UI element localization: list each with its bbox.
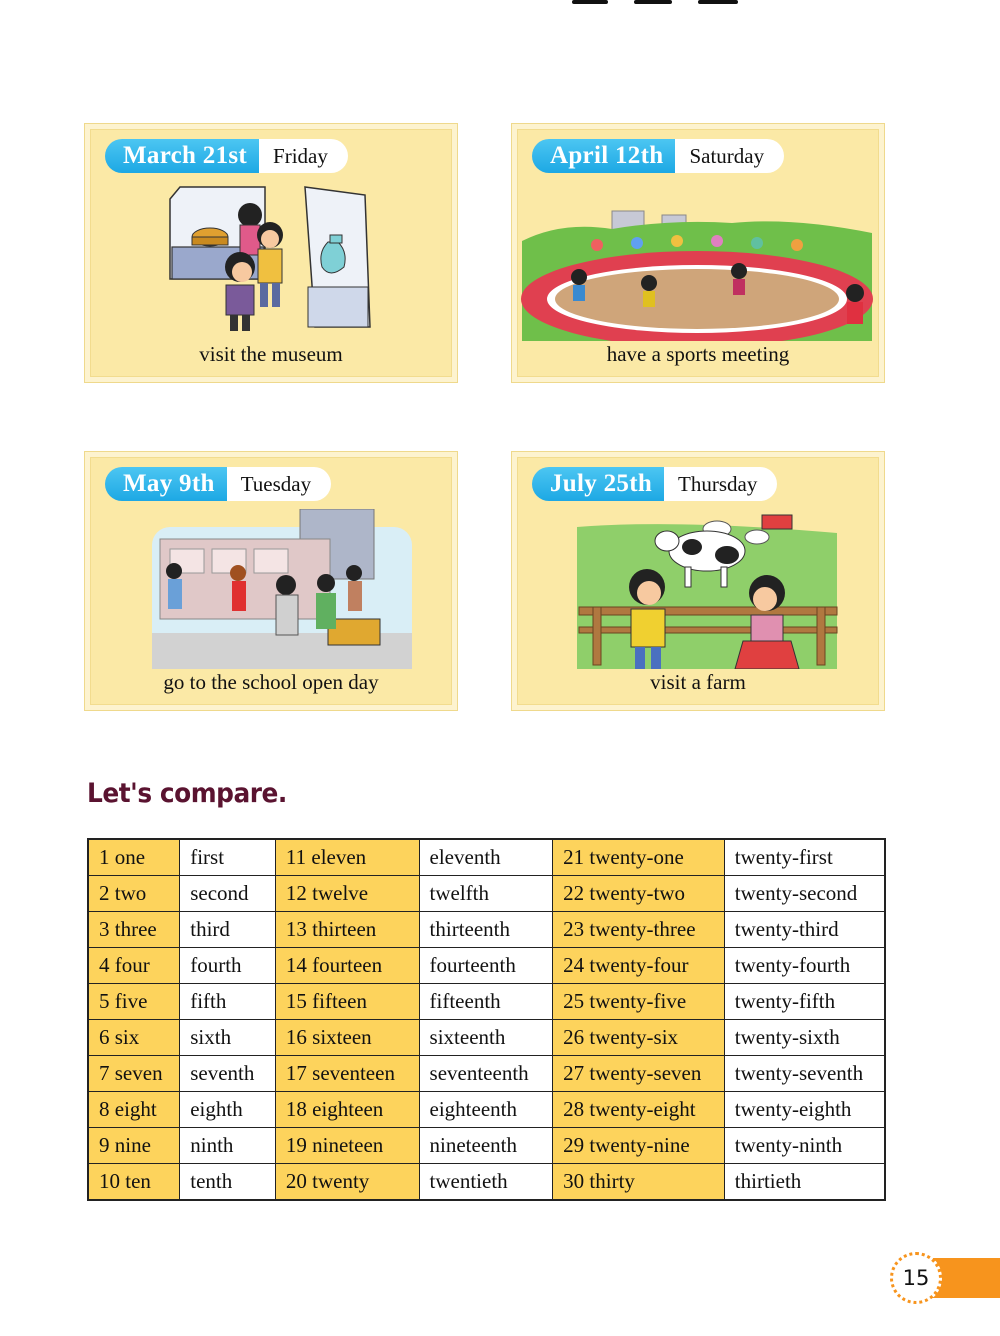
farm-illustration (517, 509, 879, 669)
day-label: Saturday (675, 139, 784, 173)
top-edge-marks (572, 0, 752, 5)
table-row (88, 984, 885, 1020)
table-row (88, 839, 885, 876)
cardinal-cell: 14 fourteen (275, 948, 419, 984)
table-row (88, 948, 885, 984)
cardinal-cell: 27 twenty-seven (553, 1056, 725, 1092)
page-number: 15 (890, 1252, 942, 1304)
ordinal-cell: seventh (180, 1056, 276, 1092)
school-open-day-illustration (90, 509, 452, 669)
table-row (88, 1092, 885, 1128)
date-pill (105, 467, 331, 501)
ordinal-cell: sixteenth (419, 1020, 553, 1056)
ordinal-cell: fourteenth (419, 948, 553, 984)
date-label: July 25th (532, 467, 664, 501)
day-label: Friday (259, 139, 348, 173)
ordinal-cell: thirteenth (419, 912, 553, 948)
section-heading: Let's compare. (87, 778, 287, 809)
cardinal-cell: 8 eight (88, 1092, 180, 1128)
day-label: Tuesday (227, 467, 331, 501)
cardinal-cell: 23 twenty-three (553, 912, 725, 948)
date-pill (105, 139, 348, 173)
table-row (88, 912, 885, 948)
cardinal-cell: 11 eleven (275, 839, 419, 876)
cardinal-cell: 16 sixteen (275, 1020, 419, 1056)
ordinal-cell: twenty-fifth (724, 984, 885, 1020)
cardinal-cell: 28 twenty-eight (553, 1092, 725, 1128)
ordinal-cell: first (180, 839, 276, 876)
cardinal-cell: 20 twenty (275, 1164, 419, 1201)
ordinal-cell: twelfth (419, 876, 553, 912)
ordinal-cell: seventeenth (419, 1056, 553, 1092)
table-row (88, 1164, 885, 1201)
cardinal-cell: 17 seventeen (275, 1056, 419, 1092)
ordinal-cell: twenty-ninth (724, 1128, 885, 1164)
cardinal-cell: 4 four (88, 948, 180, 984)
ordinal-cell: twenty-seventh (724, 1056, 885, 1092)
cardinal-cell: 15 fifteen (275, 984, 419, 1020)
day-label: Thursday (664, 467, 777, 501)
cardinal-cell: 25 twenty-five (553, 984, 725, 1020)
cardinal-cell: 12 twelve (275, 876, 419, 912)
cardinal-cell: 24 twenty-four (553, 948, 725, 984)
museum-illustration (90, 181, 452, 341)
card-sports-meeting (512, 124, 884, 382)
ordinal-cell: second (180, 876, 276, 912)
ordinal-cell: fifth (180, 984, 276, 1020)
ordinal-cell: thirtieth (724, 1164, 885, 1201)
ordinal-cell: eighth (180, 1092, 276, 1128)
cardinal-cell: 13 thirteen (275, 912, 419, 948)
table-row (88, 876, 885, 912)
card-school-open-day (85, 452, 457, 710)
date-label: May 9th (105, 467, 227, 501)
ordinal-cell: third (180, 912, 276, 948)
ordinal-cell: ninth (180, 1128, 276, 1164)
card-farm (512, 452, 884, 710)
table-row (88, 1020, 885, 1056)
cardinal-cell: 5 five (88, 984, 180, 1020)
ordinal-cell: nineteenth (419, 1128, 553, 1164)
ordinal-cell: twenty-eighth (724, 1092, 885, 1128)
ordinal-cell: twenty-fourth (724, 948, 885, 984)
cardinal-cell: 30 thirty (553, 1164, 725, 1201)
cardinal-cell: 3 three (88, 912, 180, 948)
table-row (88, 1128, 885, 1164)
table-row (88, 1056, 885, 1092)
card-museum (85, 124, 457, 382)
ordinal-cell: twentieth (419, 1164, 553, 1201)
ordinal-cell: sixth (180, 1020, 276, 1056)
cardinal-cell: 7 seven (88, 1056, 180, 1092)
ordinal-comparison-table (87, 838, 886, 1201)
ordinal-cell: eleventh (419, 839, 553, 876)
caption: have a sports meeting (606, 342, 790, 366)
ordinal-cell: tenth (180, 1164, 276, 1201)
cardinal-cell: 21 twenty-one (553, 839, 725, 876)
ordinal-cell: twenty-first (724, 839, 885, 876)
caption: go to the school open day (163, 670, 379, 694)
ordinal-cell: twenty-sixth (724, 1020, 885, 1056)
cardinal-cell: 18 eighteen (275, 1092, 419, 1128)
date-pill (532, 467, 777, 501)
cardinal-cell: 29 twenty-nine (553, 1128, 725, 1164)
cardinal-cell: 10 ten (88, 1164, 180, 1201)
sports-track-illustration (517, 181, 879, 341)
ordinal-cell: eighteenth (419, 1092, 553, 1128)
page-number-badge (888, 1252, 1000, 1308)
cardinal-cell: 22 twenty-two (553, 876, 725, 912)
date-label: April 12th (532, 139, 675, 173)
cardinal-cell: 1 one (88, 839, 180, 876)
ordinal-cell: twenty-third (724, 912, 885, 948)
ordinal-cell: twenty-second (724, 876, 885, 912)
cardinal-cell: 26 twenty-six (553, 1020, 725, 1056)
cardinal-cell: 19 nineteen (275, 1128, 419, 1164)
date-pill (532, 139, 784, 173)
cardinal-cell: 6 six (88, 1020, 180, 1056)
cardinal-cell: 2 two (88, 876, 180, 912)
caption: visit the museum (199, 342, 343, 366)
ordinal-cell: fifteenth (419, 984, 553, 1020)
cardinal-cell: 9 nine (88, 1128, 180, 1164)
ordinal-cell: fourth (180, 948, 276, 984)
caption: visit a farm (650, 670, 746, 694)
date-label: March 21st (105, 139, 259, 173)
